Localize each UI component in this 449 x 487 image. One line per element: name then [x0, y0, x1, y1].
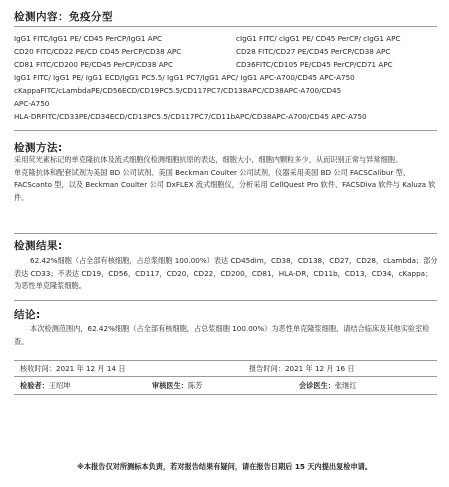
reviewer-label: 审核医生：: [152, 381, 188, 390]
consultant-name: 张继红: [334, 381, 357, 390]
receive-time: 核收时间：2021 年 12 月 14 日: [20, 364, 126, 373]
panel-line: CD20 FITC/CD22 PE/CD CD45 PerCP/CD38 APC: [14, 47, 182, 56]
method-text: [14, 154, 438, 204]
panel-line: cIgG1 FITC/ cIgG1 PE/ CD45 PerCP/ cIgG1 APC: [236, 34, 401, 43]
divider: [14, 360, 437, 361]
reviewer: [152, 381, 202, 391]
panel-line: IgG1 FITC/ IgG1 PE/ IgG1 ECD/IgG1 PC5.5/ IgG1 PC7/IgG1 APC/ IgG1 APC-A700/CD45 APC-A750: [14, 73, 355, 82]
divider: [14, 26, 437, 27]
reviewer-name: 陈芳: [187, 381, 203, 390]
inspector-name: 王绍坤: [48, 381, 71, 390]
footer-disclaimer: ※本报告仅对所测标本负责，若对报告结果有疑问，请在报告日期后 15 天内提出复检申请。: [76, 462, 373, 471]
content-title: 检测内容：免疫分型: [14, 11, 113, 23]
panel-line: IgG1 FITC/IgG1 PE/ CD45 PerCP/IgG1 APC: [14, 34, 163, 43]
method-title: 检测方法:: [14, 142, 63, 154]
conclusion-title: 结论:: [14, 309, 41, 321]
consultant-label: 会诊医生：: [299, 381, 335, 390]
panel-line: CD36FITC/CD105 PE/CD45 PerCP/CD71 APC: [236, 60, 393, 69]
divider: [14, 394, 437, 395]
method-paragraph: 采用荧光素标记的单克隆抗体及流式细胞仪检测细胞抗原的表达，细胞大小，细胞内颗粒多少，从而识别正常与异常细胞。: [14, 155, 403, 164]
divider: [14, 233, 437, 234]
panel-line: APC-A750: [14, 99, 50, 108]
panel-line: cKappaFITC/cLambdaPE/CD56ECD/CD19PC5.5/CD117PC7/CD138APC/CD38APC-A700/CD45: [14, 86, 342, 95]
result-title: 检测结果:: [14, 240, 63, 252]
method-paragraph: 单克隆抗体和配套试剂为美国 BD 公司试剂、美国 Beckman Coulter 公司试剂，仪器采用美国 BD 公司 FACSCalibur 型、FACScanto 型，以及 Beckman Coulter 公司 DxFLEX 流式细胞仪，分析采用 CellQuest Pro 软件、FACSDiva 软件与 Kaluza 软件。: [14, 167, 436, 202]
panel-line: CD81 FITC/CD200 PE/CD45 PerCP/CD38 APC: [14, 60, 173, 69]
inspector: [20, 381, 70, 391]
report-time: 报告时间：2021 年 12 月 16 日: [249, 364, 355, 373]
divider: [14, 300, 437, 301]
divider: [14, 376, 437, 377]
divider: [14, 130, 437, 131]
conclusion-text: 本次检测范围内，62.42%细胞（占全部有核细胞，占总浆细胞 100.00%）为恶性单克隆浆细胞，请结合临床及其他实验室检查。: [14, 324, 430, 346]
consultant: [299, 381, 357, 391]
panel-line: CD28 FITC/CD27 PE/CD45 PerCP/CD38 APC: [236, 47, 391, 56]
inspector-label: 检验者：: [20, 381, 49, 390]
panel-line: HLA-DRFITC/CD33PE/CD34ECD/CD13PC5.5/CD117PC7/CD11bAPC/CD38APC-A700/CD45 APC-A750: [14, 112, 367, 121]
result-text: 62.42%细胞（占全部有核细胞，占总浆细胞 100.00%）表达 CD45dim，CD38，CD138，CD27，CD28，cLambda；部分表达 CD33；不表达 CD19，CD56，CD117，CD20，CD22，CD200，CD81，HLA-DR，CD11b，CD13，CD34，cKappa；为恶性单克隆浆细胞。: [14, 256, 438, 290]
